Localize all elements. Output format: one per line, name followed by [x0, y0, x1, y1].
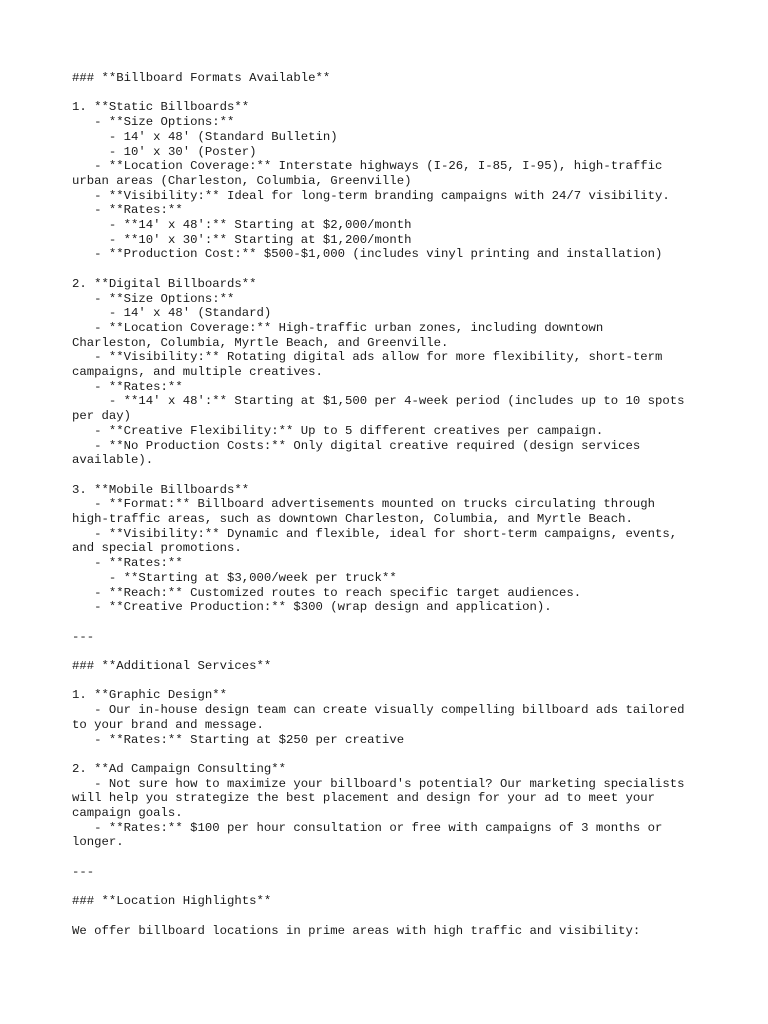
text-line: ---	[72, 629, 95, 644]
text-line: - **Location Coverage:** High-traffic urban zones, including downtown	[72, 320, 604, 335]
text-line: urban areas (Charleston, Columbia, Greenville)	[72, 173, 412, 188]
text-line: - **Production Cost:** $500-$1,000 (includes vinyl printing and installation)	[72, 247, 663, 262]
text-line: - Our in-house design team can create visually compelling billboard ads tailored	[72, 703, 685, 718]
text-line	[72, 644, 702, 659]
text-line: ### **Additional Services**	[72, 659, 272, 674]
text-line: 3. **Mobile Billboards**	[72, 482, 250, 497]
text-line: campaigns, and multiple creatives.	[72, 365, 323, 380]
text-line: will help you strategize the best placement and design for your ad to meet your	[72, 791, 655, 806]
text-line: - **No Production Costs:** Only digital creative required (design services	[72, 438, 641, 453]
text-line: - **Rates:**	[72, 379, 183, 394]
text-line: - **Reach:** Customized routes to reach specific target audiences.	[72, 585, 582, 600]
text-line: - **10' x 30':** Starting at $1,200/month	[72, 232, 412, 247]
text-line	[72, 909, 702, 924]
text-line	[72, 615, 702, 630]
text-line: - **Rates:** Starting at $250 per creative	[72, 732, 405, 747]
text-line: - Not sure how to maximize your billboard's potential? Our marketing specialists	[72, 776, 685, 791]
text-line	[72, 850, 702, 865]
text-line: Charleston, Columbia, Myrtle Beach, and Greenville.	[72, 335, 449, 350]
text-line: We offer billboard locations in prime areas with high traffic and visibility:	[72, 923, 641, 938]
document-text	[72, 71, 702, 938]
text-line: - **Size Options:**	[72, 291, 235, 306]
text-line: - **14' x 48':** Starting at $2,000/month	[72, 218, 412, 233]
text-line: 2. **Ad Campaign Consulting**	[72, 761, 287, 776]
text-line: 1. **Static Billboards**	[72, 100, 250, 115]
text-line	[72, 674, 702, 689]
text-line: - **Rates:**	[72, 556, 183, 571]
text-line: - **Format:** Billboard advertisements mounted on trucks circulating through	[72, 497, 655, 512]
text-line: - **14' x 48':** Starting at $1,500 per 4-week period (includes up to 10 spots	[72, 394, 685, 409]
text-line: longer.	[72, 835, 124, 850]
text-line	[72, 747, 702, 762]
text-line: 2. **Digital Billboards**	[72, 276, 257, 291]
text-line	[72, 262, 702, 277]
text-line	[72, 86, 702, 101]
text-line: - **Visibility:** Rotating digital ads allow for more flexibility, short-term	[72, 350, 663, 365]
text-line: - **Visibility:** Ideal for long-term branding campaigns with 24/7 visibility.	[72, 188, 670, 203]
text-line: - **Rates:**	[72, 203, 183, 218]
text-line: - 10' x 30' (Poster)	[72, 144, 257, 159]
text-line: - **Creative Flexibility:** Up to 5 different creatives per campaign.	[72, 423, 604, 438]
text-line: 1. **Graphic Design**	[72, 688, 227, 703]
text-line: per day)	[72, 409, 132, 424]
text-line: ---	[72, 864, 95, 879]
text-line: to your brand and message.	[72, 717, 264, 732]
text-line: ### **Billboard Formats Available**	[72, 71, 331, 85]
text-line: ### **Location Highlights**	[72, 894, 272, 909]
text-line: campaign goals.	[72, 806, 183, 821]
text-line	[72, 880, 702, 895]
text-line: - **Location Coverage:** Interstate highways (I-26, I-85, I-95), high-traffic	[72, 159, 663, 174]
text-line: - 14' x 48' (Standard)	[72, 306, 272, 321]
text-line: high-traffic areas, such as downtown Charleston, Columbia, and Myrtle Beach.	[72, 512, 633, 527]
text-line: - **Starting at $3,000/week per truck**	[72, 570, 397, 585]
text-line: - **Creative Production:** $300 (wrap design and application).	[72, 600, 552, 615]
text-line: - **Rates:** $100 per hour consultation or free with campaigns of 3 months or	[72, 820, 663, 835]
text-line: and special promotions.	[72, 541, 242, 556]
text-line: - **Size Options:**	[72, 115, 235, 130]
text-line: - 14' x 48' (Standard Bulletin)	[72, 129, 338, 144]
text-line: available).	[72, 453, 154, 468]
text-line: - **Visibility:** Dynamic and flexible, ideal for short-term campaigns, events,	[72, 526, 678, 541]
text-line	[72, 468, 702, 483]
